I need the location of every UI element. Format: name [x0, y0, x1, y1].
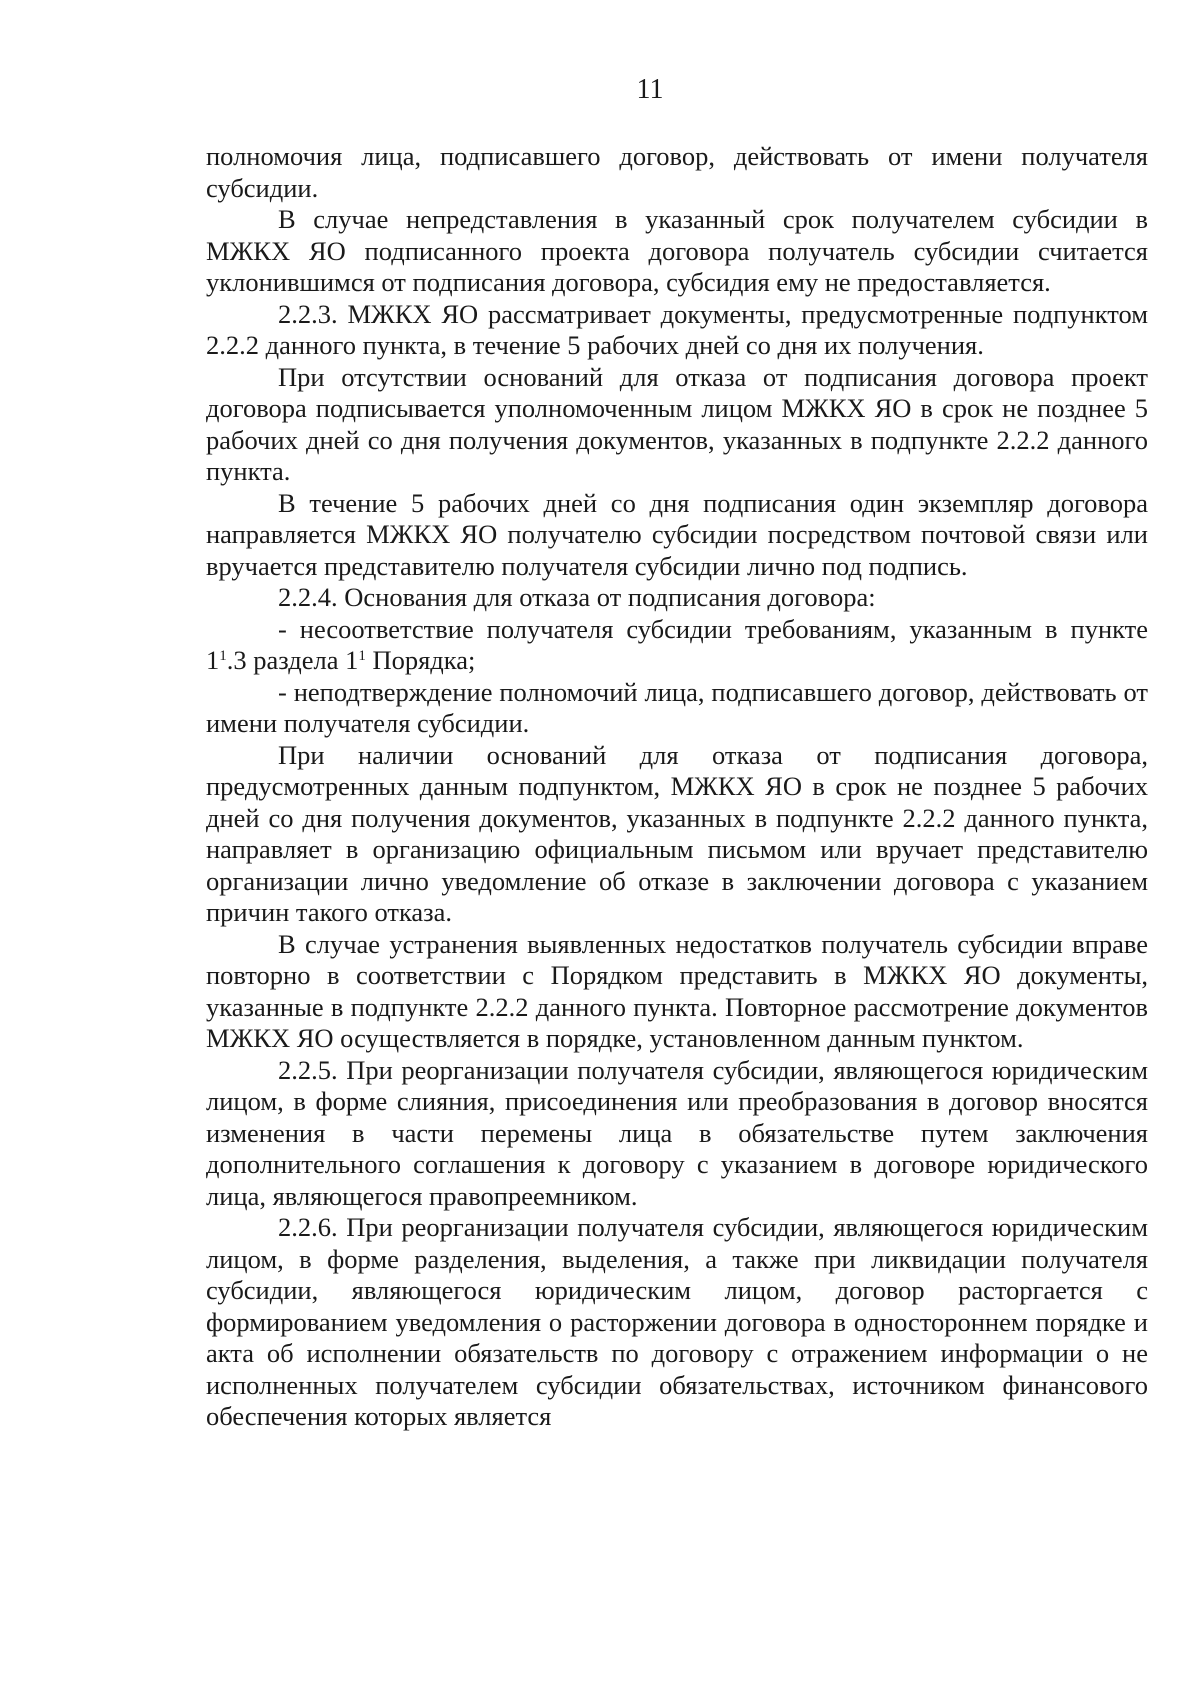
list-item-unconfirmed-authority: - неподтверждение полномочий лица, подписавшего договор, действовать от имени получателя субсидии. — [206, 676, 1148, 738]
superscript-2: 1 — [358, 648, 366, 664]
paragraph-non-submission: В случае непредставления в указанный срок получателем субсидии в МЖКХ ЯО подписанного проекта договора получатель субсидии считается уклонившимся от подписания договора, субсидия ему не предоставляется. — [206, 204, 1148, 297]
paragraph-2-2-4: 2.2.4. Основания для отказа от подписания договора: — [278, 582, 876, 612]
paragraph-2-2-6: 2.2.6. При реорганизации получателя субсидии, являющегося юридическим лицом, в форме разделения, выделения, а также при ликвидации получателя субсидии, являющегося юридическим лицом, договор расторгается с формированием уведомления о расторжении договора в одностороннем порядке и акта об исполнении обязательств по договору с отражением информации о не исполненных получателем субсидии обязательствах, источником финансового обеспечения которых является — [206, 1212, 1148, 1431]
paragraph-copy-delivery: В течение 5 рабочих дней со дня подписания один экземпляр договора направляется МЖКХ ЯО получателю субсидии посредством почтовой связи или вручается представителю получателя субсидии лично под подпись. — [206, 487, 1148, 581]
paragraph-resubmission: В случае устранения выявленных недостатков получатель субсидии вправе повторно в соответствии с Порядком представить в МЖКХ ЯО документы, указанные в подпункте 2.2.2 данного пункта. Повторное рассмотрение документов МЖКХ ЯО осуществляется в порядке, установленном данным пунктом. — [206, 928, 1148, 1053]
paragraph-2-2-5: 2.2.5. При реорганизации получателя субсидии, являющегося юридическим лицом, в форме слияния, присоединения или преобразования в договор вносятся изменения в части перемены лица в обязательстве путем заключения дополнительного соглашения к договору с указанием в договоре юридического лица, являющегося правопреемником. — [206, 1054, 1148, 1211]
paragraph-2-2-3: 2.2.3. МЖКХ ЯО рассматривает документы, предусмотренные подпунктом 2.2.2 данного пункта, в течение 5 рабочих дней со дня их получения. — [206, 298, 1148, 360]
list-item-noncompliance-part3: Порядка; — [365, 645, 476, 675]
paragraph-no-grounds: При отсутствии оснований для отказа от подписания договора проект договора подписывается уполномоченным лицом МЖКХ ЯО в срок не позднее 5 рабочих дней со дня получения документов, указанных в подпункте 2.2.2 данного пункта. — [206, 361, 1148, 486]
list-item-noncompliance-part1: - несоответствие получателя субсидии требованиям, указанным в пункте 1 — [206, 613, 1148, 675]
paragraph-refusal-grounds: При наличии оснований для отказа от подписания договора, предусмотренных данным подпунктом, МЖКХ ЯО в срок не позднее 5 рабочих дней со дня получения документов, указанных в подпункте 2.2.2 данного пункта, направляет в организацию официальным письмом или вручает представителю организации лично уведомление об отказе в заключении договора с указанием причин такого отказа. — [206, 739, 1148, 927]
list-item-noncompliance — [206, 614, 1148, 677]
paragraph-continuation: полномочия лица, подписавшего договор, действовать от имени получателя субсидии. — [206, 141, 1148, 203]
page-number: 11 — [636, 74, 664, 105]
superscript-1: 1 — [219, 648, 227, 664]
list-item-noncompliance-part2: .3 раздела 1 — [226, 645, 359, 675]
document-body — [206, 141, 1148, 1433]
